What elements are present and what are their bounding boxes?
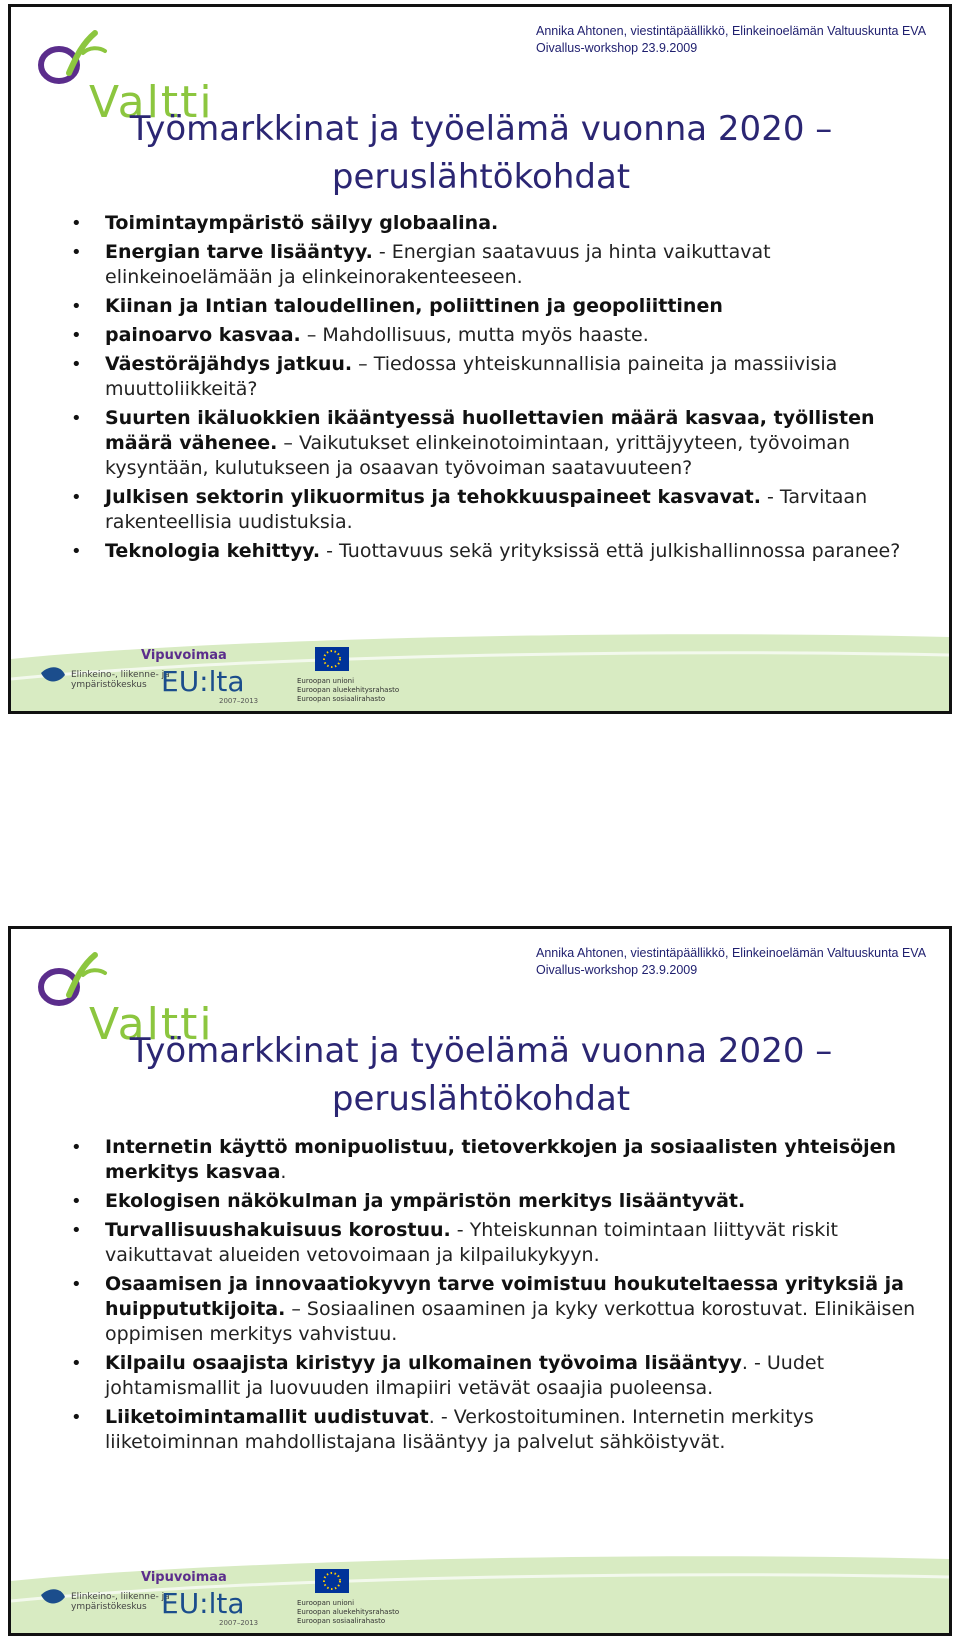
bullet-item: • Liiketoimintamallit uudistuvat. - Verkostoituminen. Internetin merkitys liiketoiminnan mahdollistajana lisääntyy ja palvelut sähköistyvät. (71, 1406, 814, 1453)
bullet-list (67, 211, 927, 568)
title-line-1: Työmarkkinat ja työelämä vuonna 2020 – (129, 109, 833, 149)
svg-text:2007–2013: 2007–2013 (219, 697, 259, 705)
svg-text:EU:lta: EU:lta (161, 665, 245, 698)
bullet-item: • Teknologia kehittyy. - Tuottavuus sekä yrityksissä että julkishallinnossa paranee? (71, 540, 901, 562)
svg-text:Vipuvoimaa: Vipuvoimaa (141, 648, 227, 663)
svg-text:Euroopan aluekehitysrahasto: Euroopan aluekehitysrahasto (297, 1608, 400, 1616)
bullet-item: • Väestöräjähdys jatkuu. – Tiedossa yhteiskunnallisia paineita ja massiivisia muuttoliikkeitä? (71, 353, 838, 400)
bullet-item: • Suurten ikäluokkien ikääntyessä huollettavien määrä kasvaa, työllisten määrä vähenee. – Vaikutukset elinkeinotoimintaan, yrittäjyyteen, työvoiman kysyntään, kulutukseen ja osaavan työvoiman saatavuuteen? (71, 407, 875, 479)
bullet-item: • painoarvo kasvaa. – Mahdollisuus, mutta myös haaste. (71, 324, 649, 346)
svg-text:2007–2013: 2007–2013 (219, 1619, 259, 1627)
credit (536, 23, 926, 57)
bullet-item: • Toimintaympäristö säilyy globaalina. (71, 212, 499, 234)
svg-text:ympäristökeskus: ympäristökeskus (71, 680, 147, 690)
bullet-item: • Julkisen sektorin ylikuormitus ja tehokkuuspaineet kasvavat. - Tarvitaan rakenteellisia uudistuksia. (71, 486, 868, 533)
svg-text:Euroopan unioni: Euroopan unioni (297, 677, 355, 685)
credit-line-1: Annika Ahtonen, viestintäpäällikkö, Elinkeinoelämän Valtuuskunta EVA (536, 946, 927, 960)
slide-title (71, 105, 891, 201)
svg-text:Euroopan aluekehitysrahasto: Euroopan aluekehitysrahasto (297, 686, 400, 694)
slide-1 (8, 4, 952, 714)
logo-wordmark: Valtti (89, 999, 214, 1050)
svg-text:Euroopan sosiaalirahasto: Euroopan sosiaalirahasto (297, 1617, 386, 1625)
slide-footer (11, 629, 949, 711)
svg-text:Elinkeino-, liikenne- ja: Elinkeino-, liikenne- ja (71, 670, 170, 680)
slide-2 (8, 926, 952, 1636)
svg-text:EU:lta: EU:lta (161, 1587, 245, 1620)
slide-footer (11, 1551, 949, 1633)
title-line-2: peruslähtökohdat (331, 157, 631, 197)
svg-text:Vipuvoimaa: Vipuvoimaa (141, 1570, 227, 1585)
bullet-item: • Kilpailu osaajista kiristyy ja ulkomainen työvoima lisääntyy. - Uudet johtamismallit ja luovuuden ilmapiiri vetävät osaajia puoleensa. (71, 1352, 825, 1399)
credit-line-2: Oivallus-workshop 23.9.2009 (536, 41, 698, 55)
svg-text:Euroopan sosiaalirahasto: Euroopan sosiaalirahasto (297, 695, 386, 703)
logo-wordmark: Valtti (89, 77, 214, 128)
credit-line-1: Annika Ahtonen, viestintäpäällikkö, Elinkeinoelämän Valtuuskunta EVA (536, 24, 927, 38)
svg-text:Elinkeino-, liikenne- ja: Elinkeino-, liikenne- ja (71, 1592, 170, 1602)
svg-text:Euroopan unioni: Euroopan unioni (297, 1599, 355, 1607)
svg-text:ympäristökeskus: ympäristökeskus (71, 1602, 147, 1612)
credit (536, 945, 926, 979)
bullet-item: • Ekologisen näkökulman ja ympäristön merkitys lisääntyvät. (71, 1190, 746, 1212)
title-line-2: peruslähtökohdat (331, 1079, 631, 1119)
bullet-list (67, 1135, 927, 1459)
bullet-item: • Turvallisuushakuisuus korostuu. - Yhteiskunnan toimintaan liittyvät riskit vaikuttavat alueiden vetovoimaan ja kilpailukykyyn. (71, 1219, 839, 1266)
credit-line-2: Oivallus-workshop 23.9.2009 (536, 963, 698, 977)
bullet-item: • Energian tarve lisääntyy. - Energian saatavuus ja hinta vaikuttavat elinkeinoelämään ja elinkeinorakenteeseen. (71, 241, 771, 288)
bullet-item: • Kiinan ja Intian taloudellinen, poliittinen ja geopoliittinen (71, 295, 723, 317)
bullet-item: • Osaamisen ja innovaatiokyvyn tarve voimistuu houkuteltaessa yrityksiä ja huippututkijoita. – Sosiaalinen osaaminen ja kyky verkottua korostuvat. Elinikäisen oppimisen merkitys vahvistuu. (71, 1273, 916, 1345)
bullet-item: • Internetin käyttö monipuolistuu, tietoverkkojen ja sosiaalisten yhteisöjen merkitys kasvaa. (71, 1136, 897, 1183)
title-line-1: Työmarkkinat ja työelämä vuonna 2020 – (129, 1031, 833, 1071)
slide-title (71, 1027, 891, 1123)
